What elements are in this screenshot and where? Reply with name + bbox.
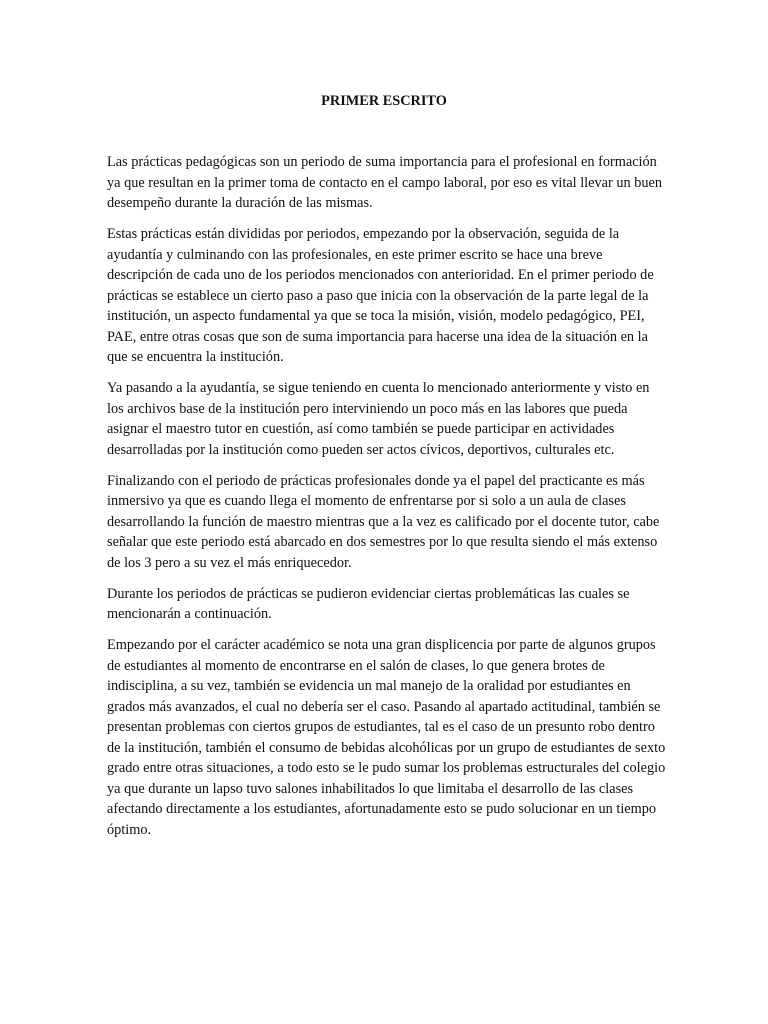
document-title: PRIMER ESCRITO	[321, 93, 447, 109]
paragraph: Las prácticas pedagógicas son un periodo de suma importancia para el profesional en formación ya que resultan en la primer toma de contacto en el campo laboral, por eso es vital llevar un buen desempeño durante la duración de las mismas.	[107, 154, 662, 211]
paragraph: Durante los periodos de prácticas se pudieron evidenciar ciertas problemáticas las cuales se mencionarán a continuación.	[107, 585, 630, 622]
paragraph: Finalizando con el periodo de prácticas profesionales donde ya el papel del practicante es más inmersivo ya que es cuando llega el momento de enfrentarse por si solo a un aula de clases desarrollando la función de maestro mientras que a la vez es calificado por el docente tutor, cabe señalar que este periodo está abarcado en dos semestres por lo que resulta siendo el más extenso de los 3 pero a su vez el más enriquecedor.	[107, 472, 660, 571]
paragraph: Ya pasando a la ayudantía, se sigue teniendo en cuenta lo mencionado anteriormente y visto en los archivos base de la institución pero interviniendo un poco más en las labores que pueda asignar el maestro tutor en cuestión, así como también se puede participar en actividades desarrolladas por la institución como pueden ser actos cívicos, deportivos, culturales etc.	[107, 380, 650, 458]
paragraph: Empezando por el carácter académico se nota una gran displicencia por parte de algunos grupos de estudiantes al momento de encontrarse en el salón de clases, lo que genera brotes de indisciplina, a su vez, también se evidencia un mal manejo de la oralidad por estudiantes en grados más avanzados, el cual no debería ser el caso. Pasando al apartado actitudinal, también se presentan problemas con ciertos grupos de estudiantes, tal es el caso de un presunto robo dentro de la institución, también el consumo de bebidas alcohólicas por un grupo de estudiantes de sexto grado entre otras situaciones, a todo esto se le pudo sumar los problemas estructurales del colegio ya que durante un lapso tuvo salones inhabilitados lo que limitaba el desarrollo de las clases afectando directamente a los estudiantes, afortunadamente esto se pudo solucionar en un tiempo óptimo.	[107, 637, 666, 838]
document-body	[107, 152, 667, 851]
paragraph: Estas prácticas están divididas por periodos, empezando por la observación, seguida de la ayudantía y culminando con las profesionales, en este primer escrito se hace una breve descripción de cada uno de los periodos mencionados con anterioridad. En el primer periodo de prácticas se establece un cierto paso a paso que inicia con la observación de la parte legal de la institución, un aspecto fundamental ya que se toca la misión, visión, modelo pedagógico, PEI, PAE, entre otras cosas que son de suma importancia para hacerse una idea de la situación en la que se encuentra la institución.	[107, 226, 654, 365]
